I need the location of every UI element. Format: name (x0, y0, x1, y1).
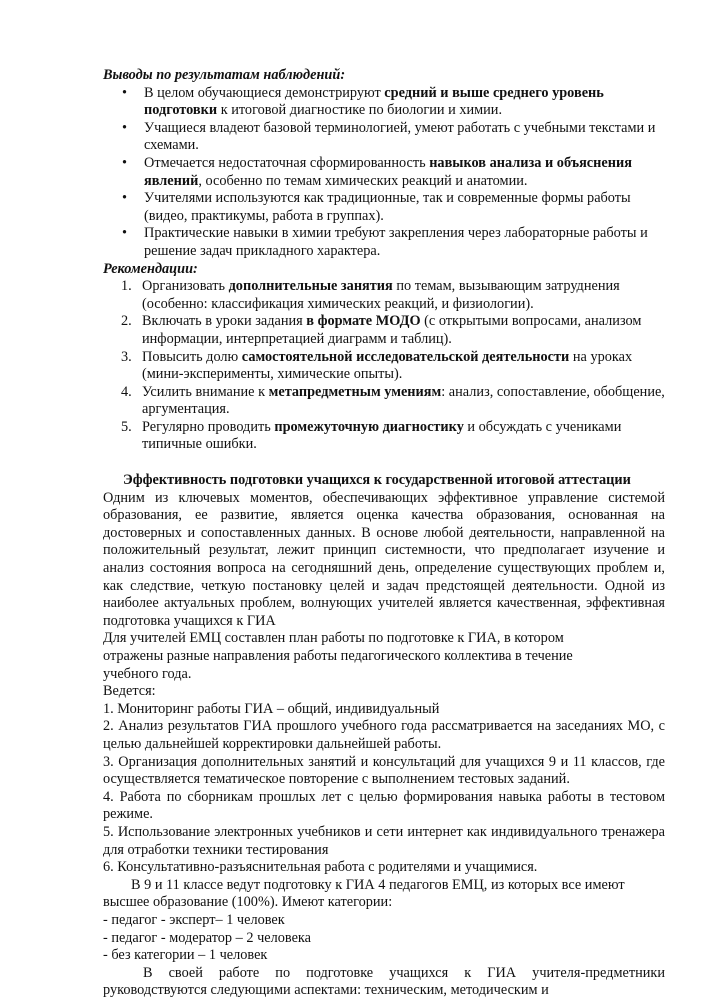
plan-line: отражены разные направления работы педагогического коллектива в течение (103, 648, 573, 664)
work-list-item: 2. Анализ результатов ГИА прошлого учебного года рассматривается на заседаниях МО, с целью дальнейшей корректировки дальнейшей работы. (103, 718, 665, 752)
conclusion-item: • Учителями используются как традиционные, так и современные формы работы (видео, практикумы, работа в группах). (122, 190, 631, 224)
category-item: - без категории – 1 человек (103, 947, 268, 964)
page-content (103, 67, 665, 1000)
plan-line: Для учителей ЕМЦ составлен план работы по подготовке к ГИА, в котором (103, 630, 564, 647)
work-list-item: 4. Работа по сборникам прошлых лет с целью формирования навыка работы в тестовом режиме. (103, 788, 665, 823)
teachers-line: высшее образование (100%). Имеют категории: (103, 894, 393, 911)
conclusion-item: • Практические навыки в химии требуют закрепления через лабораторные работы и решение задач прикладного характера. (122, 225, 648, 259)
work-list-item: 3. Организация дополнительных занятий и консультаций для учащихся 9 и 11 классов, где осуществляется тематическое повторение с выполнением тестовых заданий. (103, 753, 665, 788)
recommendation-item: 5. Регулярно проводить промежуточную диагностику и обсуждать с учениками типичные ошибки. (121, 418, 622, 453)
bullet-icon: • (122, 225, 128, 242)
intro-paragraph: Одним из ключевых моментов, обеспечивающих эффективное управление системой образования, ее развитие, является оценка качества образования, основанная на достоверных и сопоставленных данных. В основе любой деятельности, направленной на положительный результат, лежит принцип системности, что предполагает изучение и анализ состояния вопроса на сегодняшний день, определение существующих проблем и, как следствие, четкую постановку целей и задач предстоящей деятельности. Одной из наиболее актуальных проблем, волнующих учителей является качественная, эффективная подготовка учащихся к ГИА (103, 489, 665, 629)
teachers-line: В 9 и 11 классе ведут подготовку к ГИА 4 педагогов ЕМЦ, из которых все имеют (131, 876, 625, 893)
conclusion-item: • Отмечается недостаточная сформированность навыков анализа и объяснения явлений, особенно по темам химических реакций и анатомии. (122, 154, 632, 189)
recommendations-heading: Рекомендации: (103, 260, 198, 277)
bullet-icon: • (122, 119, 128, 136)
recommendation-item: 1. Организовать дополнительные занятия по темам, вызывающим затруднения (особенно: классификация химических реакций, и физиологии). (121, 278, 620, 312)
work-list-item: 1. Мониторинг работы ГИА – общий, индивидуальный (103, 700, 440, 717)
conclusions-heading: Выводы по результатам наблюдений: (103, 67, 346, 83)
spacer (103, 454, 665, 472)
plan-line: учебного года. (103, 665, 192, 682)
aspects-paragraph: В своей работе по подготовке учащихся к ГИА учителя-предметники руководствуются следующими аспектами: техническим, методическим и (103, 964, 665, 999)
category-item: - педагог - модератор – 2 человека (103, 929, 312, 946)
recommendation-item: 3. Повысить долю самостоятельной исследовательской деятельности на уроках (мини-эксперименты, химические опыты). (121, 348, 633, 383)
work-list-item: 6. Консультативно-разъяснительная работа с родителями и учащимися. (103, 859, 538, 876)
recommendations-list (103, 278, 665, 454)
category-item: - педагог - эксперт– 1 человек (103, 911, 285, 928)
recommendation-item: 4. Усилить внимание к метапредметным умениям: анализ, сопоставление, обобщение, аргументация. (121, 383, 665, 418)
bullet-icon: • (122, 190, 128, 207)
conclusions-list (103, 85, 665, 261)
conclusion-item: • Учащиеся владеют базовой терминологией, умеют работать с учебными текстами и схемами. (122, 119, 656, 154)
recommendation-item: 2. Включать в уроки задания в формате МОДО (с открытыми вопросами, анализом информации, интерпретацией диаграмм и таблиц). (121, 313, 642, 347)
bullet-icon: • (122, 154, 128, 171)
bullet-icon: • (122, 84, 128, 101)
vedetsya-label: Ведется: (103, 683, 156, 700)
work-list-item: 5. Использование электронных учебников и сети интернет как индивидуального тренажера для отработки техники тестирования (103, 823, 665, 858)
conclusion-item: • В целом обучающиеся демонстрируют средний и выше среднего уровень подготовки к итоговой диагностике по биологии и химии. (122, 84, 604, 119)
section-title: Эффективность подготовки учащихся к государственной итоговой аттестации (123, 472, 631, 489)
